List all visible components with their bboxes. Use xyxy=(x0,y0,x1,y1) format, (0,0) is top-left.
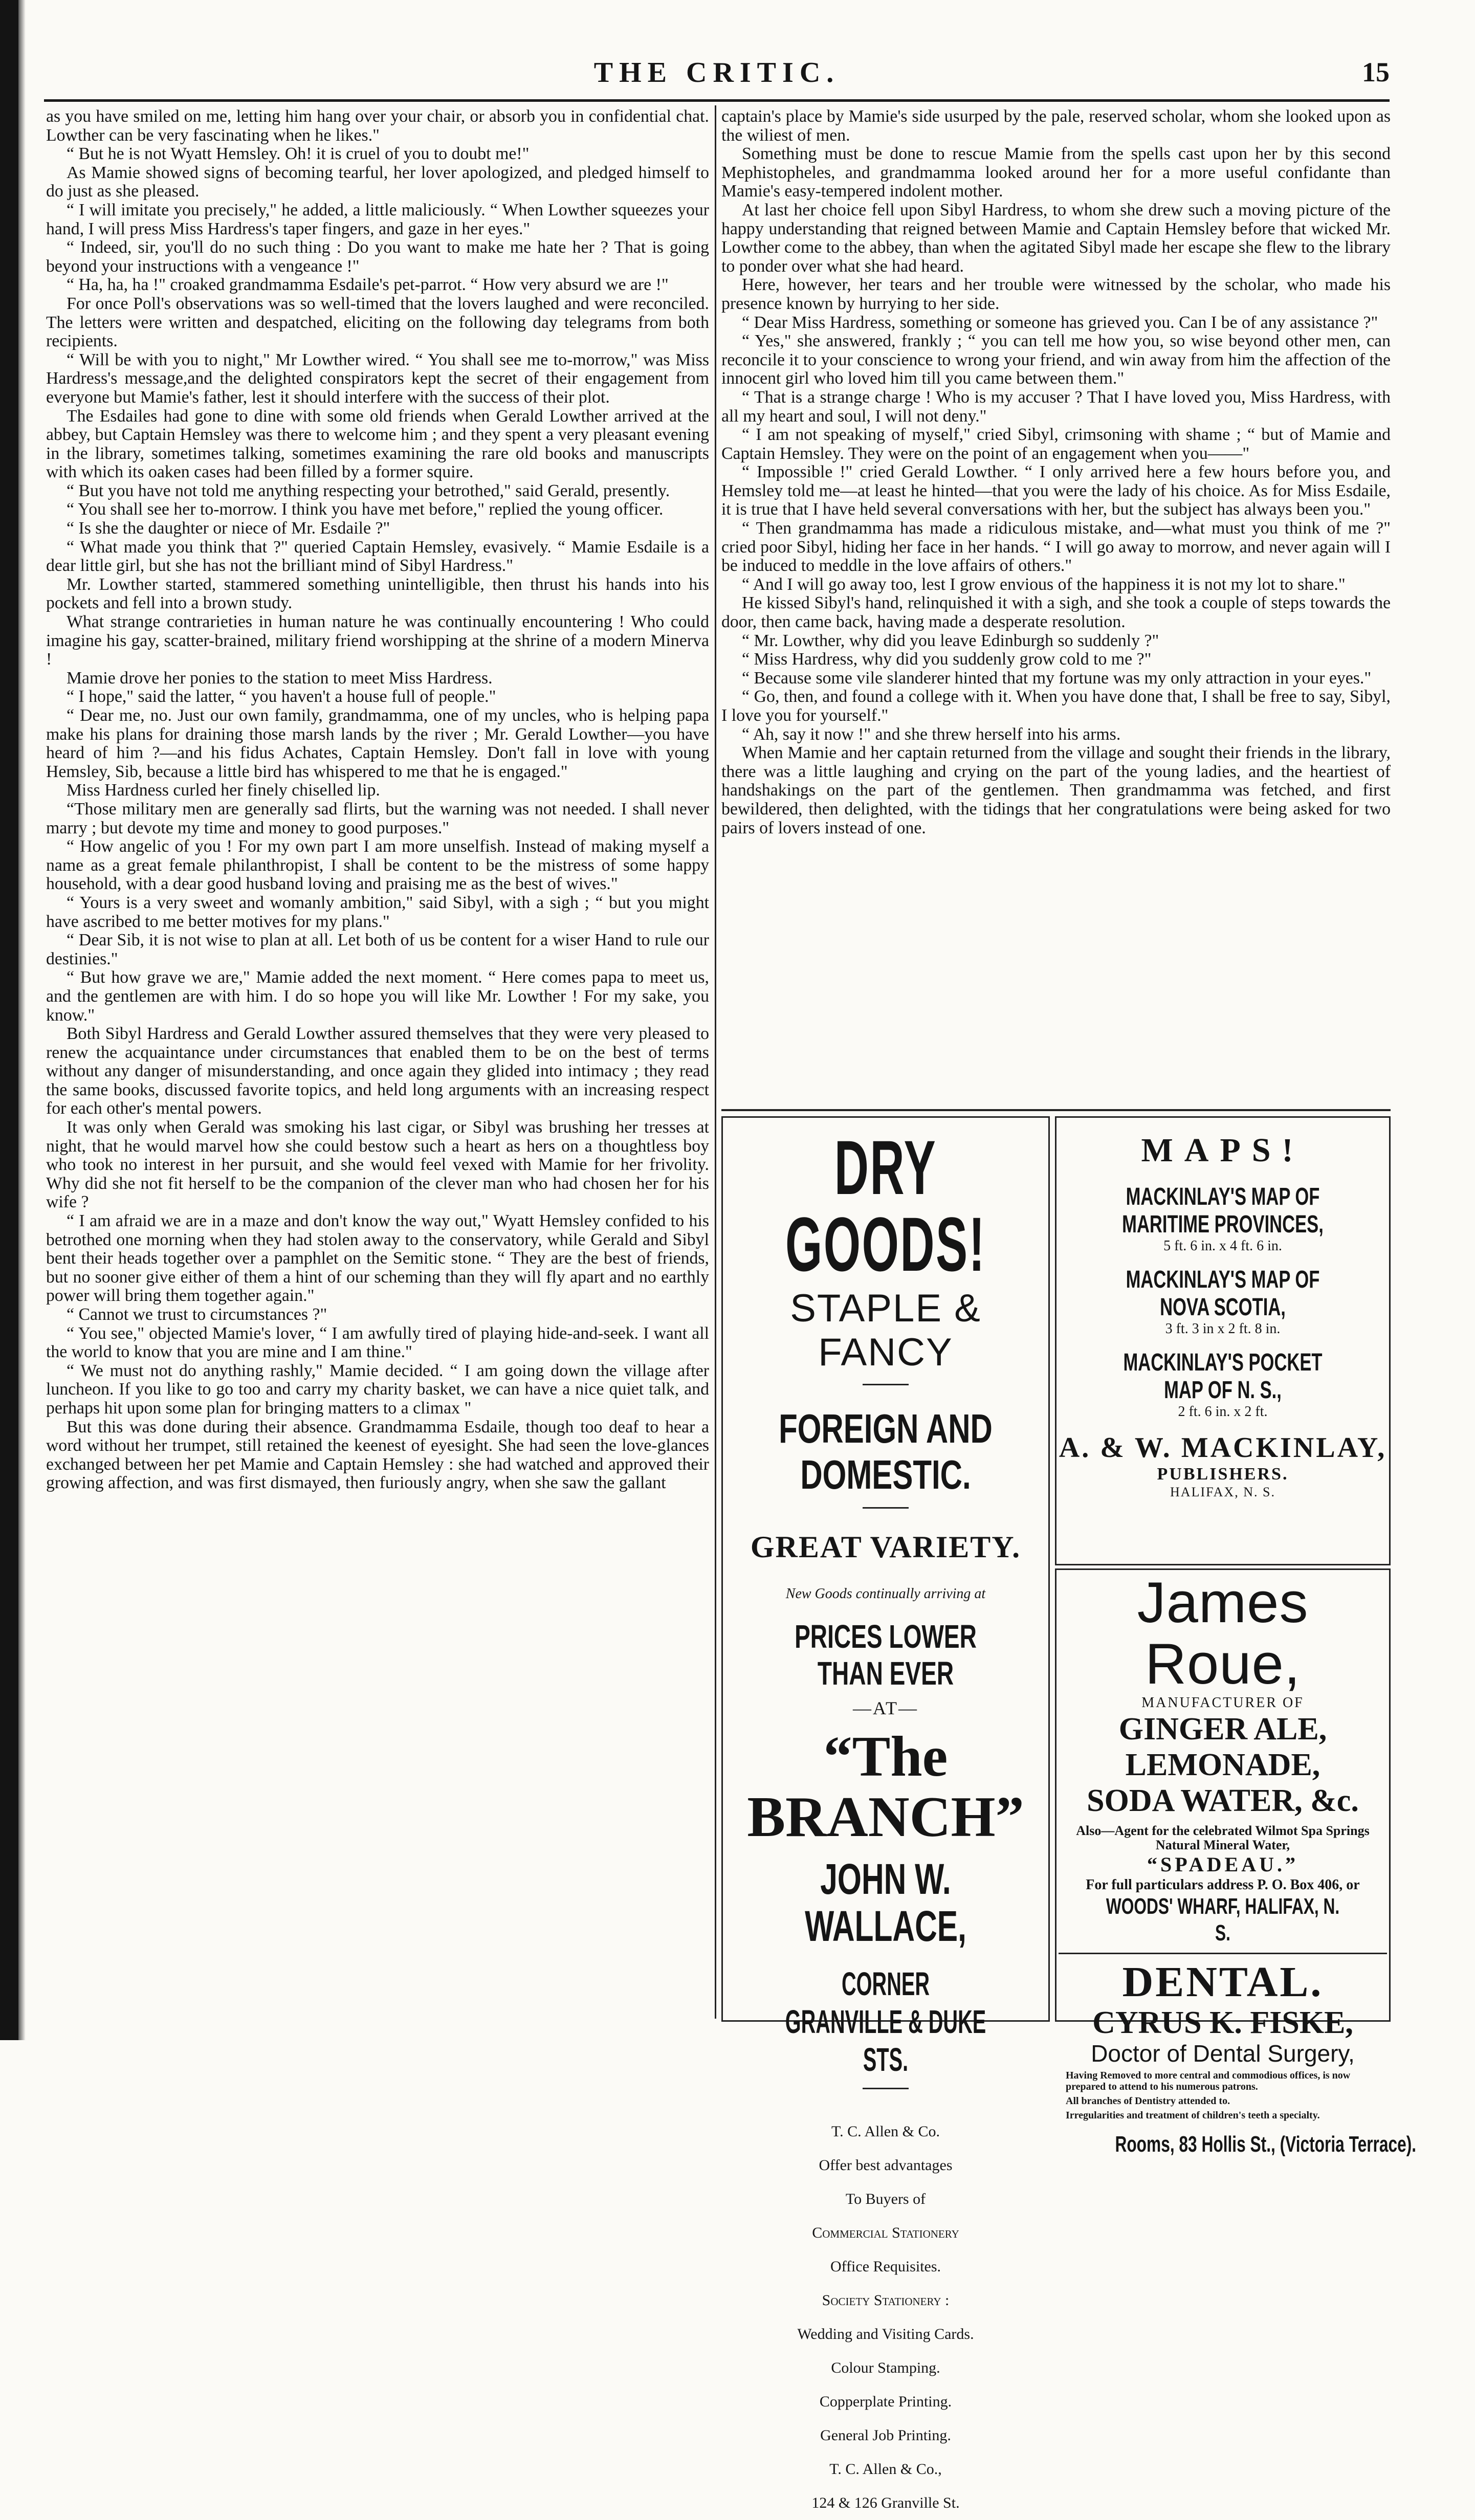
article-paragraph: The Esdailes had gone to dine with some old friends when Gerald Lowther arrived at the abbey, but Captain Hemsley was there to welcome him ; and they spent a very pleasant evening in the library, sometimes talking, sometimes examining the rare old books and manuscripts with which its oaken cases had been filled by a former squire. xyxy=(46,406,709,482)
map-title: MACKINLAY'S MAP OF MARITIME PROVINCES, xyxy=(1122,1183,1324,1238)
ad-headline: James Roue, xyxy=(1137,1571,1309,1696)
maps-advertisement xyxy=(1055,1116,1391,1565)
article-paragraph: “ Will be with you to night," Mr Lowther wired. “ You shall see me to-morrow," was Miss Hardress's message,and the delighted conspirators kept the secret of their engagement from everyone but Mamie's father, lest it should interfere with the success of their plot. xyxy=(46,350,709,407)
ad-store-name: “The BRANCH” xyxy=(747,1725,1024,1849)
divider xyxy=(863,1384,909,1385)
ad-service-line: Wedding and Visiting Cards. xyxy=(797,2326,974,2342)
article-paragraph: Mr. Lowther started, stammered something unintelligible, then thrust his hands into his pockets and fell into a brown study. xyxy=(46,574,709,613)
article-paragraph: It was only when Gerald was smoking his last cigar, or Sibyl was brushing her tresses at night, that he would marvel how she could bestow such a heart as hers on a thoughtless boy who took no interest in her pursuit, and she would feel vexed with Mamie for her frivolity. Why did she not fit herself to be the companion of the clever man who had chosen her for his wife ? xyxy=(46,1118,709,1212)
ad-address-note: For full particulars address P. O. Box 406, or xyxy=(1086,1877,1360,1893)
article-paragraph: “ Dear Sib, it is not wise to plan at all. Let both of us be content for a wiser Hand to rule our destinies." xyxy=(46,931,709,968)
right-text-column xyxy=(721,107,1391,1100)
ad-service-line: Office Requisites. xyxy=(830,2258,941,2275)
ad-line: PRICES LOWER THAN EVER xyxy=(795,1618,977,1692)
column-divider xyxy=(715,105,716,2019)
ad-service-line: Copperplate Printing. xyxy=(819,2393,952,2410)
map-title: MACKINLAY'S POCKET MAP OF N. S., xyxy=(1123,1349,1323,1404)
article-paragraph: “ Ah, say it now !" and she threw herself into his arms. xyxy=(742,724,1121,744)
divider xyxy=(863,1507,909,1509)
ad-agent-note: Also—Agent for the celebrated Wilmot Spa Springs Natural Mineral Water, xyxy=(1076,1823,1370,1852)
map-size: 3 ft. 3 in x 2 ft. 8 in. xyxy=(1165,1321,1281,1337)
article-paragraph: “ Then grandmamma has made a ridiculous mistake, and—what must you think of me ?" cried poor Sibyl, hiding her face in her hands. “ I will go away to morrow, and never again will I be induced to meddle in the love affairs of others." xyxy=(721,519,1391,576)
article-paragraph: “ We must not do anything rashly," Mamie decided. “ I am going down the village after luncheon. If you like to go too and carry my charity basket, we can have a nice quiet talk, and perhaps hit upon some plan for bringing matters to a climax " xyxy=(46,1361,709,1418)
newspaper-title: THE CRITIC. xyxy=(593,57,840,89)
article-paragraph: “ You see," objected Mamie's lover, “ I am awfully tired of playing hide-and-seek. I want all the world to know that you are mine and I am thine." xyxy=(46,1323,709,1362)
article-paragraph: But this was done during their absence. Grandmamma Esdaile, though too deaf to hear a word without her trumpet, still retained the keenest of eyesight. She had seen the love-glances exchanged between her pet Mamie and Captain Hemsley : she had watched and approved their growing affection, and was first dismayed, then furiously angry, when she saw the gallant xyxy=(46,1417,709,1493)
article-paragraph: “ What made you think that ?" queried Captain Hemsley, evasively. “ Mamie Esdaile is a dear little girl, but she has not the brilliant mind of Sibyl Hardress." xyxy=(46,537,709,576)
advertisements-rule xyxy=(721,1109,1391,1111)
article-paragraph: Mamie drove her ponies to the station to meet Miss Hardress. xyxy=(67,668,493,688)
article-paragraph: “ Ha, ha, ha !" croaked grandmamma Esdaile's pet-parrot. “ How very absurd we are !" xyxy=(67,275,669,295)
article-paragraph: “ And I will go away too, lest I grow envious of the happiness it is not my lot to share." xyxy=(742,574,1346,594)
article-paragraph: “ Yours is a very sweet and womanly ambition," said Sibyl, with a sigh ; “ but you might have ascribed to me better motives for my plans." xyxy=(46,893,709,931)
ad-service-line: 124 & 126 Granville St. xyxy=(811,2494,960,2511)
article-paragraph: Something must be done to rescue Mamie from the spells cast upon her by this second Mephistopheles, and grandmamma looked around her for a more useful confidante than Mamie's easy-tempered indolent mother. xyxy=(721,144,1391,201)
ad-proprietor: JOHN W. WALLACE, xyxy=(805,1855,966,1950)
dental-address: Rooms, 83 Hollis St., (Victoria Terrace). xyxy=(1115,2132,1417,2157)
masthead xyxy=(44,56,1390,94)
ad-service-line: To Buyers of xyxy=(845,2191,926,2207)
article-paragraph: “ I am afraid we are in a maze and don't know the way out," Wyatt Hemsley confided to his betrothed one morning when they had stolen away to the conservatory, while Gerald and Sibyl bent their heads together over a pamphlet on the Semitic stone. “ They are the best of friends, but no sooner give either of them a hint of our scheming than they will fly apart and no earthly power will bring them together again." xyxy=(46,1211,709,1306)
article-paragraph: “ Mr. Lowther, why did you leave Edinburgh so suddenly ?" xyxy=(742,631,1159,650)
publisher-role: PUBLISHERS. xyxy=(1157,1465,1289,1484)
ad-tagline: MANUFACTURER OF xyxy=(1141,1695,1304,1711)
ad-line: New Goods continually arriving at xyxy=(785,1586,986,1602)
ad-service-line: T. C. Allen & Co., xyxy=(829,2461,942,2478)
ad-line: FOREIGN AND DOMESTIC. xyxy=(779,1406,993,1497)
article-paragraph: “ But how grave we are," Mamie added the next moment. “ Here comes papa to meet us, and the gentlemen are with him. I do so hope you will like Mr. Lowther ! For my sake, you know." xyxy=(46,968,709,1025)
article-paragraph: At last her choice fell upon Sibyl Hardress, to whom she drew such a moving picture of the happy understanding that reigned between Mamie and Captain Hemsley before that wicked Mr. Lowther come to the abbey, than when the agitated Sibyl made her escape she flew to the library to ponder over what she had heard. xyxy=(721,200,1391,276)
article-paragraph: “ Yes," she answered, frankly ; “ you can tell me how you, so wise beyond other men, can reconcile it to your conscience to wrong your friend, and win away from him the affection of the innocent girl who loved him till you came between them." xyxy=(721,331,1391,388)
article-paragraph: “ But you have not told me anything respecting your betrothed," said Gerald, presently. xyxy=(67,481,670,500)
article-paragraph: What strange contrarieties in human nature he was continually encountering ! Who could imagine his gay, scatter-brained, military friend worshipping at the shrine of a modern Minerva ! xyxy=(46,612,709,669)
article-paragraph: “ I hope," said the latter, “ you haven't a house full of people." xyxy=(67,687,496,706)
article-paragraph: as you have smiled on me, letting him hang over your chair, or absorb you in confidential chat. Lowther can be very fascinating when he likes." xyxy=(46,107,709,145)
ad-product: LEMONADE, xyxy=(1125,1748,1320,1782)
dental-note: All branches of Dentistry attended to. xyxy=(1066,2095,1230,2107)
article-paragraph: Here, however, her tears and her trouble were witnessed by the scholar, who made his presence known by hurrying to her side. xyxy=(721,275,1391,313)
divider xyxy=(1059,1953,1387,1954)
article-paragraph: “ Go, then, and found a college with it. When you have done that, I shall be free to say, Sibyl, I love you for yourself." xyxy=(721,687,1391,725)
page-number: 15 xyxy=(1362,57,1390,87)
ad-headline: MAPS! xyxy=(1141,1132,1305,1169)
dentist-name: CYRUS K. FISKE, xyxy=(1092,2005,1353,2040)
map-size: 2 ft. 6 in. x 2 ft. xyxy=(1178,1404,1268,1420)
ad-brand: “SPADEAU.” xyxy=(1147,1853,1298,1876)
publisher-city: HALIFAX, N. S. xyxy=(1170,1485,1275,1499)
article-paragraph: “ You shall see her to-morrow. I think you have met before," replied the young officer. xyxy=(67,500,664,519)
publisher-name: A. & W. MACKINLAY, xyxy=(1059,1432,1387,1464)
ad-line: STAPLE & FANCY xyxy=(790,1287,981,1374)
left-text-column xyxy=(46,107,709,2021)
article-paragraph: “ Dear me, no. Just our own family, grandmamma, one of my uncles, who is helping papa make his plans for draining those marsh lands by the river ; Mr. Gerald Lowther—you have heard of him ?—and his fidus Achates, Captain Hemsley. Don't fall in love with young Hemsley, Sib, because a little bird has whispered to me that he is engaged." xyxy=(46,706,709,781)
article-paragraph: captain's place by Mamie's side usurped by the pale, reserved scholar, whom she looked upon as the wiliest of men. xyxy=(721,107,1391,145)
ad-line: —AT— xyxy=(853,1698,918,1718)
article-paragraph: He kissed Sibyl's hand, relinquished it with a sigh, and she took a couple of steps towards the door, then came back, having made a desperate resolution. xyxy=(721,593,1391,632)
article-paragraph: “Those military men are generally sad flirts, but the warning was not needed. I shall never marry ; but devote my time and money to good purposes." xyxy=(46,799,709,837)
article-paragraph: “ Impossible !" cried Gerald Lowther. “ I only arrived here a few hours before you, and Hemsley told me—at least he hinted—that you were the lady of his choice. As for Miss Esdaile, it is true that I have held several conversations with her, but the subject has always been you." xyxy=(721,462,1391,519)
ad-address: CORNER GRANVILLE & DUKE STS. xyxy=(785,1965,986,2078)
dental-note: Irregularities and treatment of children's teeth a specialty. xyxy=(1066,2110,1320,2121)
ad-service-line: Society Stationery : xyxy=(822,2292,950,2309)
article-paragraph: Both Sibyl Hardress and Gerald Lowther assured themselves that they were very pleased to renew the acquaintance under circumstances that enabled them to be on the best of terms without any danger of misunderstanding, and once again they glided into intimacy ; they read the same books, discussed favorite topics, and held long arguments with an increasing respect for each other's mental powers. xyxy=(46,1024,709,1118)
article-paragraph: “ Cannot we trust to circumstances ?" xyxy=(67,1305,327,1324)
dental-note: Having Removed to more central and commodious offices, is now prepared to attend to his numerous patrons. xyxy=(1066,2070,1351,2092)
article-paragraph: “ Indeed, sir, you'll do no such thing : Do you want to make me hate her ? That is going beyond your instructions with a vengeance !" xyxy=(46,238,709,276)
masthead-rule xyxy=(44,99,1390,102)
dentist-title: Doctor of Dental Surgery, xyxy=(1091,2040,1355,2067)
dry-goods-advertisement xyxy=(721,1116,1050,2511)
article-paragraph: For once Poll's observations was so well-timed that the lovers laughed and were reconciled. The letters were written and despatched, eliciting on the following day telegrams from both recipients. xyxy=(46,294,709,351)
ad-line: GREAT VARIETY. xyxy=(750,1530,1021,1564)
ad-headline: DRY GOODS! xyxy=(785,1124,986,1287)
ad-service-line: Colour Stamping. xyxy=(831,2359,940,2376)
binding-shadow xyxy=(18,0,26,2040)
ad-service-line: T. C. Allen & Co. xyxy=(831,2123,940,2140)
article-paragraph: “ Is she the daughter or niece of Mr. Esdaile ?" xyxy=(67,519,390,538)
ad-service-line: Commercial Stationery xyxy=(812,2224,959,2241)
article-paragraph: “ Dear Miss Hardress, something or someone has grieved you. Can I be of any assistance ?" xyxy=(742,313,1378,332)
article-paragraph: Miss Hardness curled her finely chiselled lip. xyxy=(67,781,380,800)
article-paragraph: “ Miss Hardress, why did you suddenly grow cold to me ?" xyxy=(742,650,1152,669)
divider xyxy=(863,2088,909,2089)
binding-spine xyxy=(0,0,18,2040)
article-paragraph: “ I am not speaking of myself," cried Sibyl, crimsoning with shame ; “ but of Mamie and Captain Hemsley. They were on the point of an engagement when you——" xyxy=(721,425,1391,463)
map-title: MACKINLAY'S MAP OF NOVA SCOTIA, xyxy=(1126,1266,1320,1321)
ad-product: GINGER ALE, xyxy=(1118,1712,1327,1747)
ad-service-line: Offer best advantages xyxy=(819,2157,953,2174)
ad-service-line: General Job Printing. xyxy=(820,2427,951,2444)
article-paragraph: When Mamie and her captain returned from the village and sought their friends in the library, there was a little laughing and crying on the part of the young ladies, and the heartiest of handshakings on the part of the gentlemen. Then grandmamma was fetched, and first bewildered, then delighted, with the tidings that her congratulations were being asked for two pairs of lovers instead of one. xyxy=(721,743,1391,837)
article-paragraph: “ That is a strange charge ! Who is my accuser ? That I have loved you, Miss Hardress, with all my heart and soul, I will not deny." xyxy=(721,387,1391,426)
article-paragraph: “ Because some vile slanderer hinted that my fortune was my only attraction in your eyes." xyxy=(742,668,1372,688)
article-paragraph: “ How angelic of you ! For my own part I am more unselfish. Instead of making myself a name as a great female philanthropist, I shall be content to be the mistress of some happy household, with a dear good husband loving and praising me as the best of wives." xyxy=(46,837,709,894)
article-paragraph: As Mamie showed signs of becoming tearful, her lover apologized, and pledged himself to do just as she pleased. xyxy=(46,163,709,201)
ad-address: WOODS' WHARF, HALIFAX, N. S. xyxy=(1106,1894,1340,1946)
article-paragraph: “ I will imitate you precisely," he added, a little maliciously. “ When Lowther squeezes your hand, I will press Miss Hardress's taper fingers, and gaze in her eyes." xyxy=(46,200,709,238)
dental-headline: DENTAL. xyxy=(1122,1958,1324,2006)
ad-product: SODA WATER, &c. xyxy=(1087,1783,1359,1818)
map-size: 5 ft. 6 in. x 4 ft. 6 in. xyxy=(1163,1238,1282,1254)
article-paragraph: “ But he is not Wyatt Hemsley. Oh! it is cruel of you to doubt me!" xyxy=(67,144,530,164)
roue-and-dental-advertisements xyxy=(1055,1568,1417,2157)
